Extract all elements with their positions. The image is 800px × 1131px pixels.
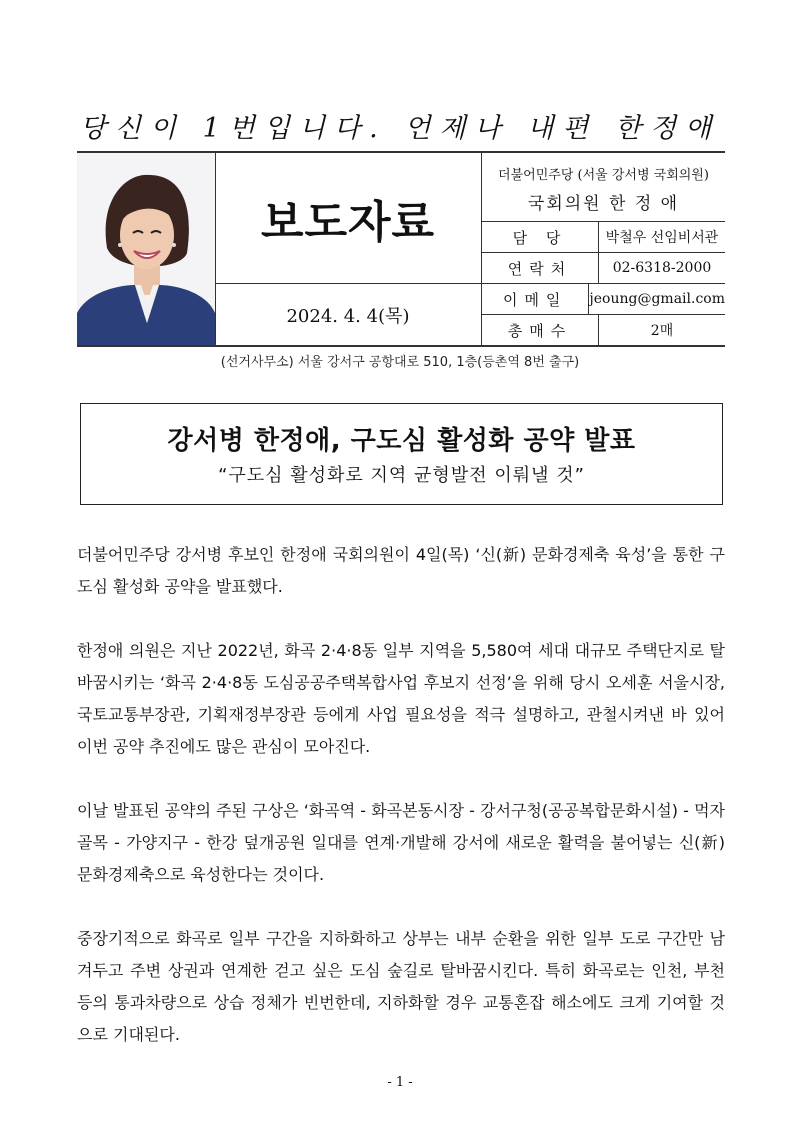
contact-value: 02-6318-2000 bbox=[612, 260, 712, 276]
headline-box bbox=[80, 403, 723, 505]
headline: 강서병 한정애, 구도심 활성화 공약 발표 bbox=[167, 426, 636, 456]
contact-label: 담 당 bbox=[482, 222, 599, 252]
document-title: 보도자료 bbox=[215, 153, 482, 284]
contact-label: 연락처 bbox=[482, 253, 599, 283]
contact-label: 이메일 bbox=[482, 284, 589, 314]
contact-row-manager bbox=[482, 222, 725, 253]
slogan: 당신이 1번입니다. 언제나 내편 한정애 bbox=[79, 113, 721, 144]
paragraph: 이날 발표된 공약의 주된 구상은 ‘화곡역 - 화곡본동시장 - 강서구청(공공복합문화시설) - 먹자골목 - 가양지구 - 한강 덮개공원 일대를 연계·개발해 강서에 새로운 활력을 불어넣는 신(新) 문화경제축으로 육성한다는 것이다. bbox=[77, 801, 725, 884]
paragraph: 중장기적으로 화곡로 일부 구간을 지하화하고 상부는 내부 순환을 위한 일부 도로 구간만 남겨두고 주변 상권과 연계한 걷고 싶은 도심 숲길로 탈바꿈시킨다. 특히 화곡로는 인천, 부천 등의 통과차량으로 상습 정체가 빈번한데, 지하화할 경우 교통혼잡 해소에도 크게 기여할 것으로 기대된다. bbox=[77, 929, 725, 1044]
contact-value: 박철우 선임비서관 bbox=[605, 230, 719, 246]
article-body bbox=[77, 539, 725, 1083]
contact-table bbox=[482, 222, 725, 345]
contact-label: 총매수 bbox=[482, 315, 599, 345]
contact-row-pages bbox=[482, 315, 725, 345]
release-date: 2024. 4. 4(목) bbox=[215, 284, 482, 345]
contact-row-phone bbox=[482, 253, 725, 284]
paragraph: 더불어민주당 강서병 후보인 한정애 국회의원이 4일(목) ‘신(新) 문화경제축 육성’을 통한 구도심 활성화 공약을 발표했다. bbox=[77, 545, 725, 596]
office-address: (선거사무소) 서울 강서구 공항대로 510, 1층(등촌역 8번 출구) bbox=[220, 355, 580, 370]
contact-value: 2매 bbox=[650, 323, 674, 339]
organization-block bbox=[482, 153, 725, 222]
press-release-header bbox=[77, 151, 725, 347]
contact-row-email bbox=[482, 284, 725, 315]
candidate-photo bbox=[77, 153, 216, 345]
page-number: - 1 - bbox=[387, 1075, 413, 1090]
member-name: 국회의원 한 정 애 bbox=[527, 194, 680, 214]
contact-value: jeoung@gmail.com bbox=[589, 291, 725, 307]
paragraph: 한정애 의원은 지난 2022년, 화곡 2·4·8동 일부 지역을 5,580여 세대 대규모 주택단지로 탈바꿈시키는 ‘화곡 2·4·8동 도심공공주택복합사업 후보지 선정’을 위해 당시 오세훈 서울시장, 국토교통부장관, 기획재정부장관 등에게 사업 필요성을 적극 설명하고, 관철시켜낸 바 있어 이번 공약 추진에도 많은 관심이 모아진다. bbox=[77, 641, 725, 756]
subheadline: “구도심 활성화로 지역 균형발전 이뤄낼 것” bbox=[218, 465, 585, 486]
party-affiliation: 더불어민주당 (서울 강서병 국회의원) bbox=[498, 168, 709, 183]
